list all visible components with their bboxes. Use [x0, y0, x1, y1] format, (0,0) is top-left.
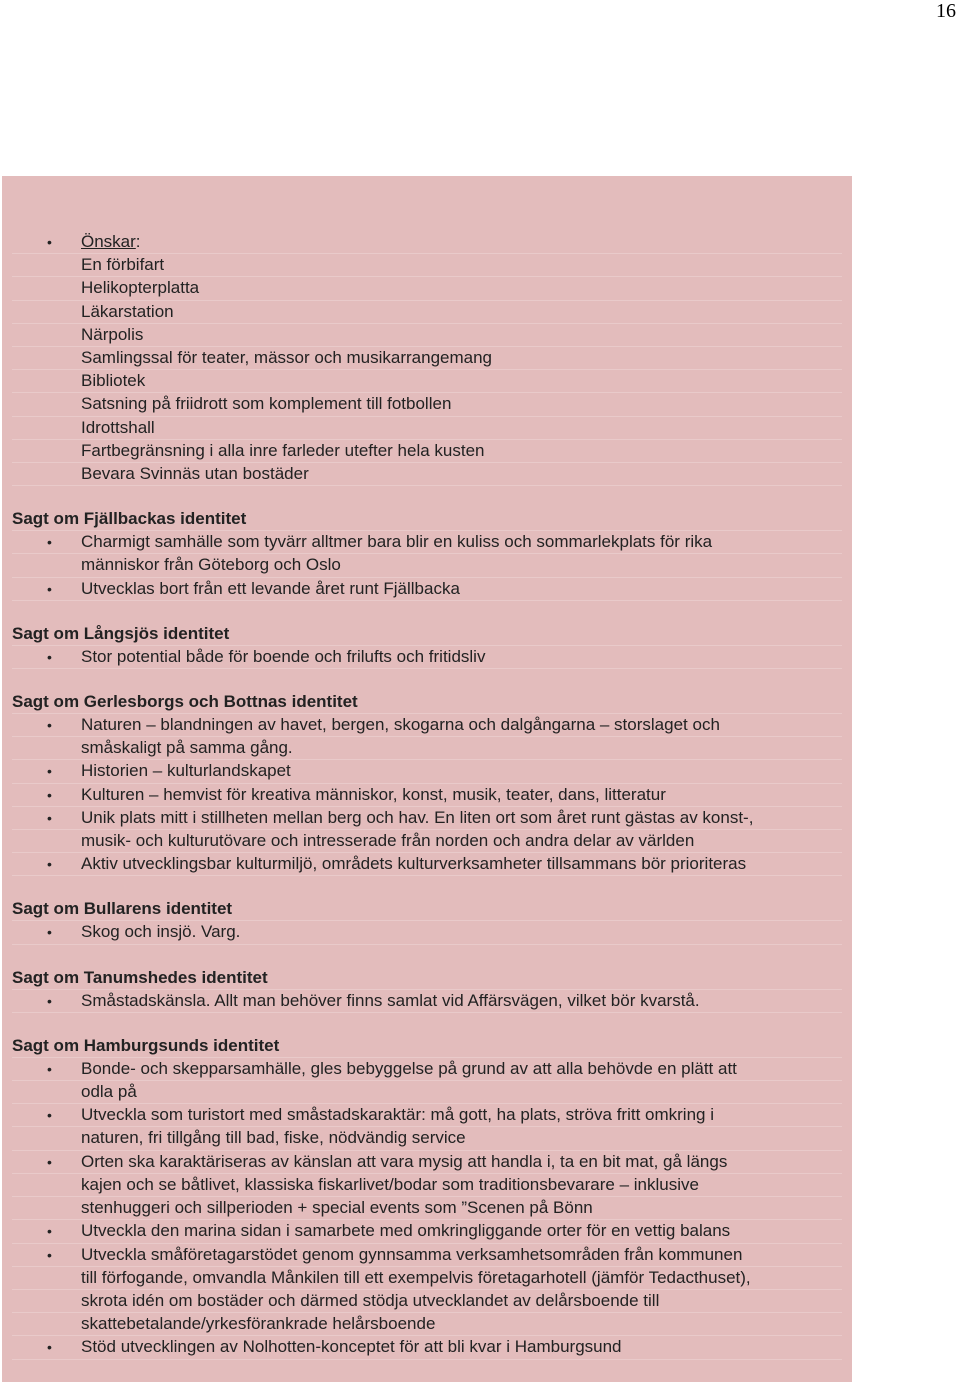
- list-item-text: naturen, fri tillgång till bad, fiske, nödvändig service: [81, 1128, 466, 1148]
- wish-item: Samlingssal för teater, mässor och musikarrangemang: [12, 347, 842, 370]
- wish-item: Satsning på friidrott som komplement till fotbollen: [12, 393, 842, 416]
- list-item-text: kajen och se båtlivet, klassiska fiskarlivet/bodar som traditionsbevarare – inklusive: [81, 1174, 699, 1194]
- list-item-line: [12, 784, 842, 807]
- list-item-text: Charmigt samhälle som tyvärr alltmer bara blir en kuliss och sommarlekplats för rika: [81, 532, 713, 552]
- list-item-text: Orten ska karaktäriseras av känslan att vara mysig att handla i, ta en bit mat, gå längs: [81, 1151, 728, 1171]
- list-item-text: Naturen – blandningen av havet, bergen, skogarna och dalgångarna – storslaget och: [81, 715, 720, 735]
- bullet-icon: •: [47, 786, 52, 803]
- section-heading: Sagt om Tanumshedes identitet: [12, 967, 842, 990]
- list-item-text: Stor potential både för boende och frilufts och fritidsliv: [81, 646, 486, 666]
- bullet-icon: •: [47, 648, 52, 665]
- list-item-line: [12, 1058, 842, 1081]
- list-item-text: Småstadskänsla. Allt man behöver finns samlat vid Affärsvägen, vilket bör kvarstå.: [81, 990, 700, 1010]
- bullet-icon: •: [47, 1223, 52, 1240]
- list-item-text: odla på: [81, 1082, 137, 1102]
- wish-item: Bevara Svinnäs utan bostäder: [12, 463, 842, 486]
- section-heading: Sagt om Långsjös identitet: [12, 623, 842, 646]
- section-list: [12, 714, 852, 876]
- section-list: [12, 921, 852, 944]
- wish-item: Bibliotek: [12, 370, 842, 393]
- list-item-line: [12, 853, 842, 876]
- bullet-icon: •: [47, 856, 52, 873]
- bullet-icon: •: [47, 1060, 52, 1077]
- list-item-text: Kulturen – hemvist för kreativa människor, konst, musik, teater, dans, litteratur: [81, 784, 666, 804]
- list-item-text: Utveckla småföretagarstödet genom gynnsamma verksamhetsområden från kommunen: [81, 1244, 743, 1264]
- list-item-line: [12, 1267, 842, 1290]
- list-item-line: [12, 531, 842, 554]
- section-heading: Sagt om Hamburgsunds identitet: [12, 1035, 842, 1058]
- list-item-line: [12, 646, 842, 669]
- list-item-text: Utvecklas bort från ett levande året runt Fjällbacka: [81, 578, 460, 598]
- list-item-line: [12, 1220, 842, 1243]
- wish-item: Helikopterplatta: [12, 277, 842, 300]
- wishes-suffix: :: [135, 232, 141, 251]
- list-item-line: [12, 578, 842, 601]
- list-item-text: Aktiv utvecklingsbar kulturmiljö, områdets kulturverksamheter tillsammans bör prioriteras: [81, 854, 747, 874]
- list-item-line: [12, 830, 842, 853]
- list-item-line: [12, 921, 842, 944]
- bullet-icon: •: [47, 924, 52, 941]
- list-item-text: Historien – kulturlandskapet: [81, 761, 291, 781]
- bullet-icon: •: [47, 234, 52, 250]
- list-item-line: [12, 1336, 842, 1359]
- list-item-text: människor från Göteborg och Oslo: [81, 555, 341, 575]
- list-item-line: [12, 737, 842, 760]
- section-list: [12, 646, 852, 669]
- bullet-icon: •: [47, 809, 52, 826]
- wishes-label: Önskar: [81, 232, 136, 251]
- list-item-line: [12, 760, 842, 783]
- list-item-line: [12, 990, 842, 1013]
- bullet-icon: •: [47, 992, 52, 1009]
- list-item-text: Skog och insjö. Varg.: [81, 922, 241, 942]
- content-panel: [2, 176, 852, 1382]
- section-list: [12, 531, 852, 601]
- list-item-line: [12, 807, 842, 830]
- list-item-text: småskaligt på samma gång.: [81, 738, 293, 758]
- list-item-line: [12, 1197, 842, 1220]
- list-item-text: Stöd utvecklingen av Nolhotten-konceptet för att bli kvar i Hamburgsund: [81, 1337, 622, 1357]
- list-item-line: [12, 714, 842, 737]
- bullet-icon: •: [47, 1246, 52, 1263]
- section-list: [12, 1058, 852, 1360]
- list-item-text: Bonde- och skepparsamhälle, gles bebyggelse på grund av att alla behövde en plätt att: [81, 1058, 737, 1078]
- list-item-line: [12, 1081, 842, 1104]
- wishes-list-item: [12, 231, 842, 254]
- list-item-line: [12, 1290, 842, 1313]
- list-item-text: Utveckla den marina sidan i samarbete med omkringliggande orter för en vettig balans: [81, 1221, 731, 1241]
- wish-item: Läkarstation: [12, 301, 842, 324]
- list-item-text: stenhuggeri och sillperioden + special events som ”Scenen på Bönn: [81, 1198, 593, 1218]
- list-item-text: skrota idén om bostäder och därmed stödja utvecklandet av delårsboende till: [81, 1290, 660, 1310]
- sections: [12, 508, 852, 1359]
- section-list: [12, 990, 852, 1013]
- list-item-line: [12, 1151, 842, 1174]
- list-item-line: [12, 1244, 842, 1267]
- list-item-line: [12, 1104, 842, 1127]
- wishes-items: [12, 254, 852, 486]
- bullet-icon: •: [47, 1339, 52, 1356]
- list-item-text: Utveckla som turistort med småstadskaraktär: må gott, ha plats, ströva fritt omkring i: [81, 1105, 714, 1125]
- wish-item: En förbifart: [12, 254, 842, 277]
- section-heading: Sagt om Bullarens identitet: [12, 898, 842, 921]
- wish-item: Idrottshall: [12, 417, 842, 440]
- list-item-text: skattebetalande/yrkesförankrade helårsboende: [81, 1314, 436, 1334]
- bullet-icon: •: [47, 1153, 52, 1170]
- bullet-icon: •: [47, 763, 52, 780]
- wish-item: Fartbegränsning i alla inre farleder utefter hela kusten: [12, 440, 842, 463]
- list-item-text: till förfogande, omvandla Månkilen till ett exempelvis företagarhotell (jämför Tedacthuset),: [81, 1267, 751, 1287]
- page-number: 16: [936, 0, 956, 22]
- bullet-icon: •: [47, 580, 52, 597]
- bullet-icon: •: [47, 717, 52, 734]
- list-item-text: musik- och kulturutövare och intresserade från norden och andra delar av världen: [81, 831, 695, 851]
- list-item-line: [12, 1174, 842, 1197]
- list-item-line: [12, 1313, 842, 1336]
- section-heading: Sagt om Gerlesborgs och Bottnas identitet: [12, 691, 842, 714]
- bullet-icon: •: [47, 534, 52, 551]
- section-heading: Sagt om Fjällbackas identitet: [12, 508, 842, 531]
- list-item-line: [12, 554, 842, 577]
- bullet-icon: •: [47, 1107, 52, 1124]
- list-item-line: [12, 1127, 842, 1150]
- wish-item: Närpolis: [12, 324, 842, 347]
- list-item-text: Unik plats mitt i stillheten mellan berg och hav. En liten ort som året runt gästas av konst-,: [81, 807, 754, 827]
